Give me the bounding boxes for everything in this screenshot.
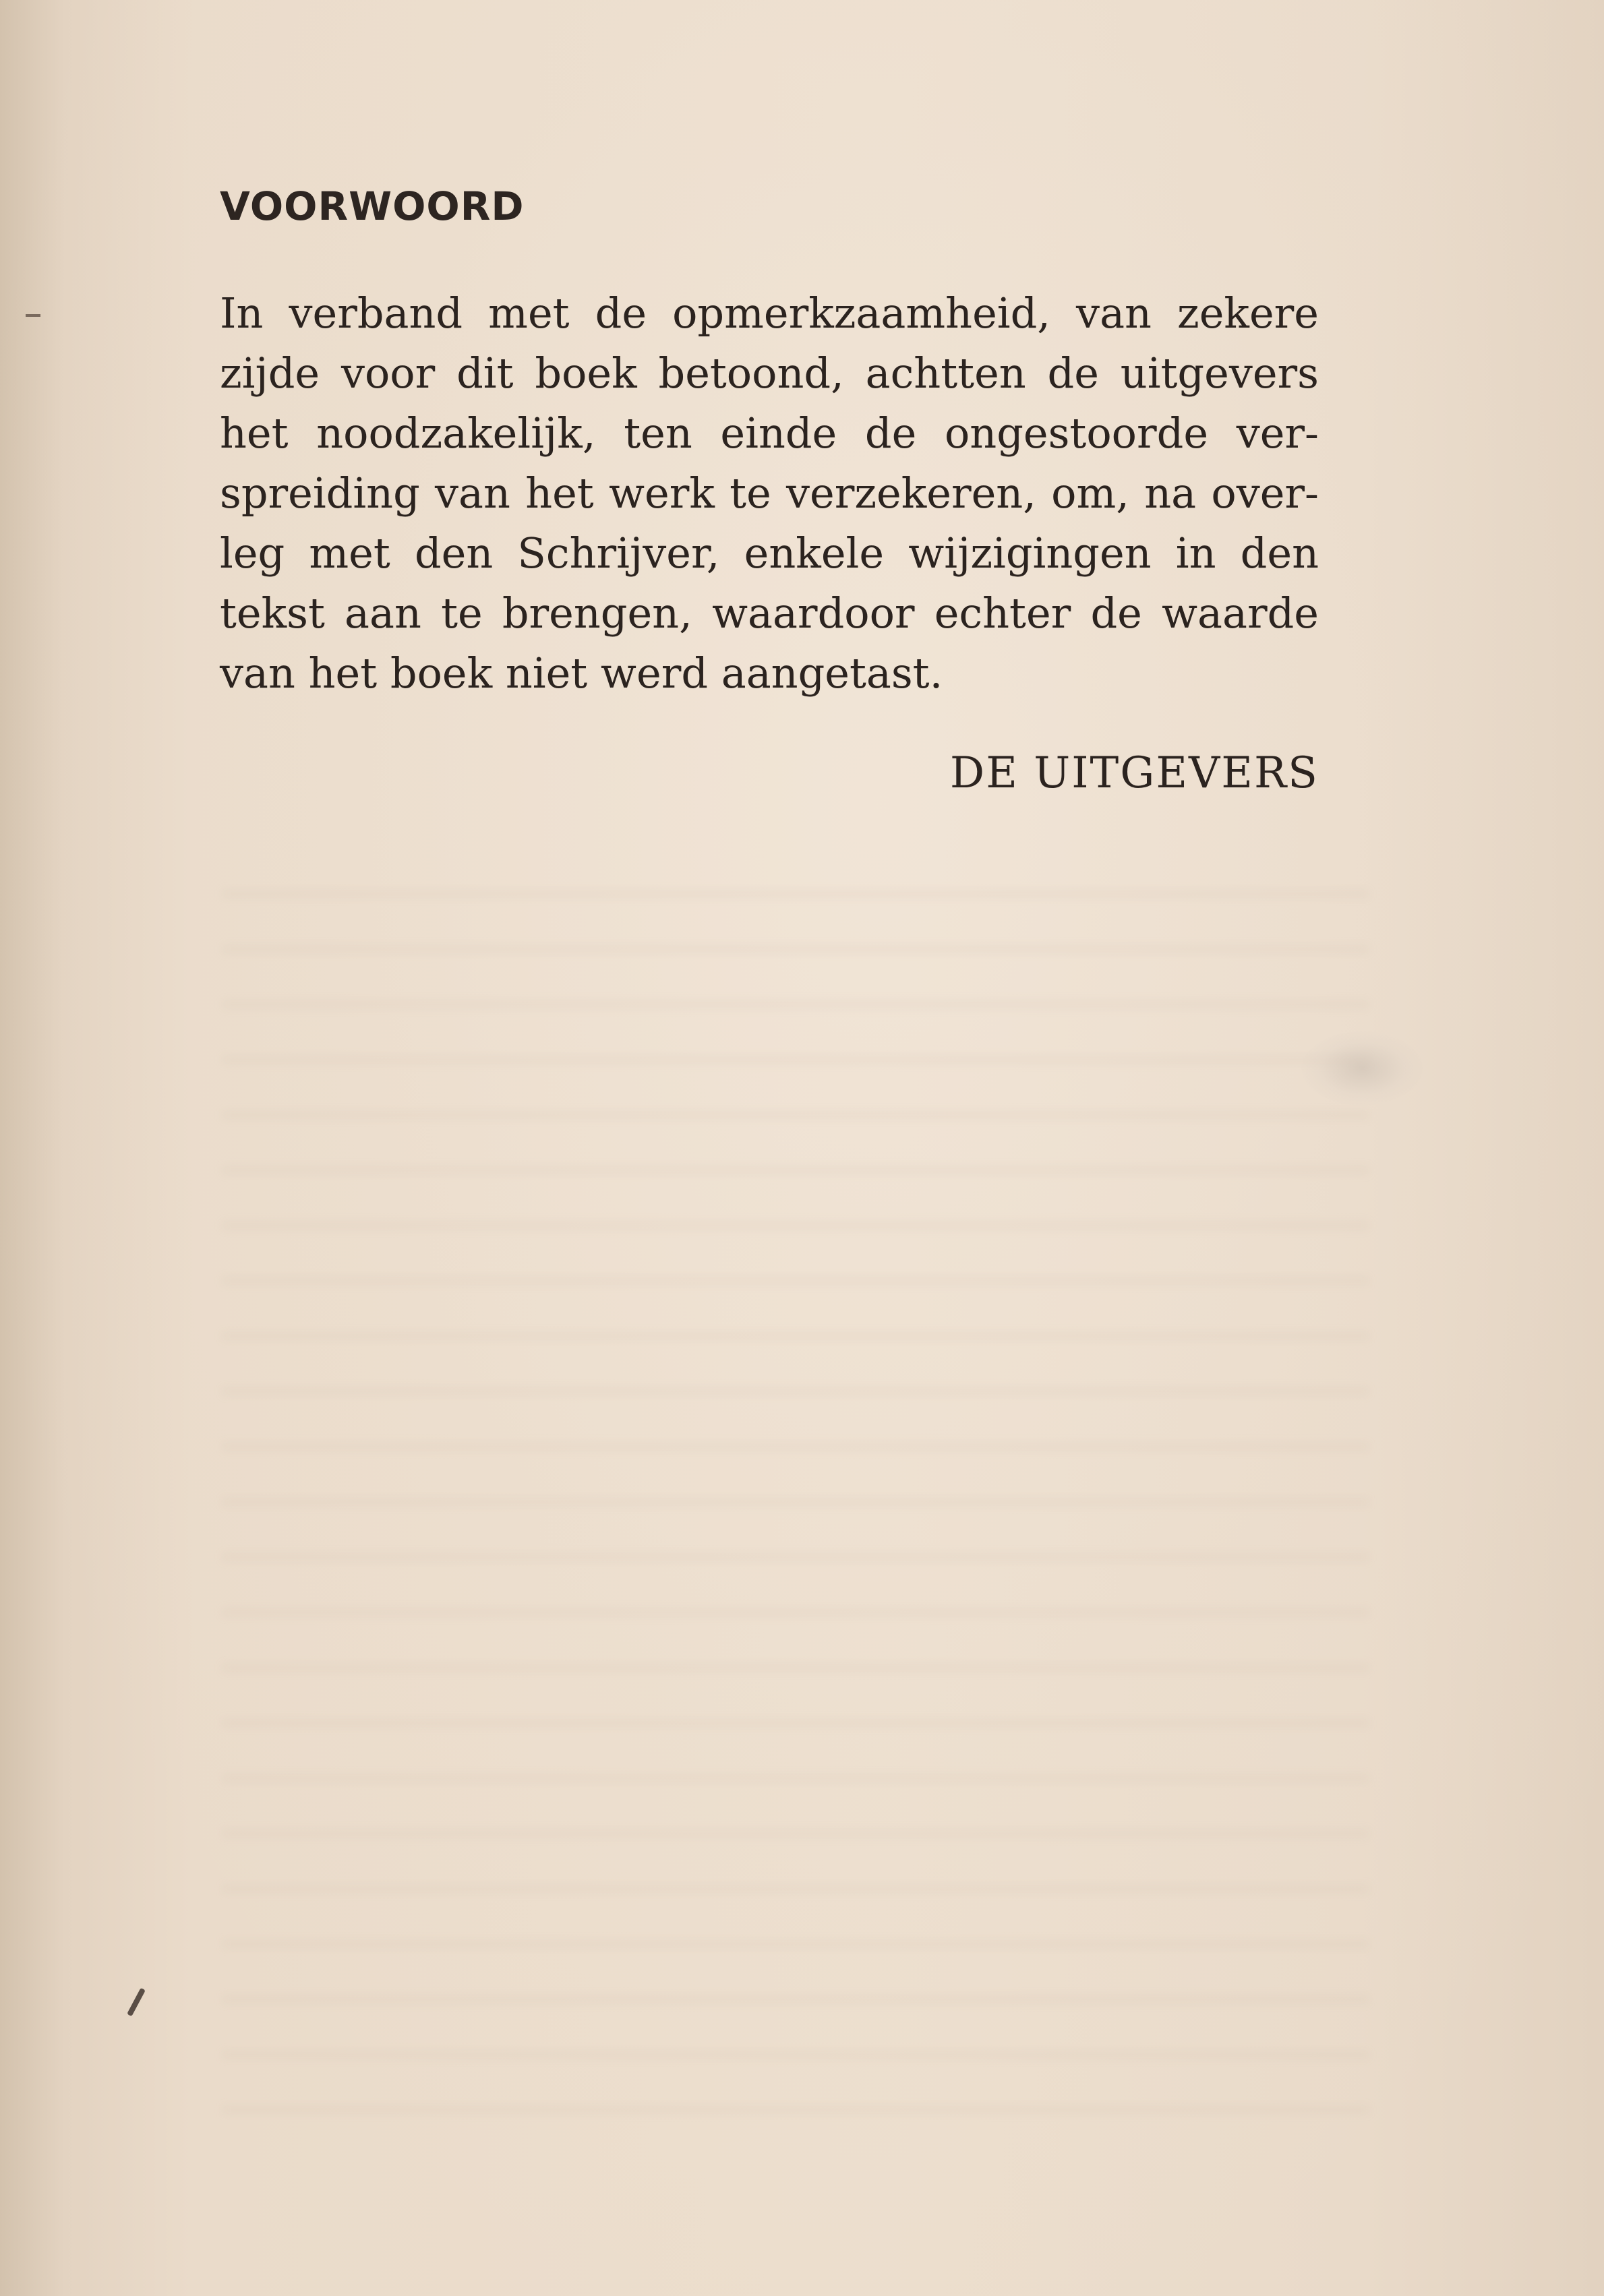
margin-mark bbox=[26, 314, 40, 317]
paragraph-line: tekst aan te brengen, waardoor echter de waarde bbox=[220, 588, 1319, 638]
pencil-mark bbox=[127, 1988, 146, 2017]
signature: DE UITGEVERS bbox=[949, 748, 1319, 798]
paragraph-line: In verband met de opmerkzaamheid, van zekere bbox=[220, 289, 1319, 338]
paragraph-line: spreiding van het werk te verzekeren, om, na over- bbox=[220, 469, 1319, 518]
foreword-paragraph bbox=[220, 283, 1319, 703]
reverse-side-show-through bbox=[222, 843, 1369, 2123]
paragraph-line: van het boek niet werd aangetast. bbox=[220, 648, 943, 698]
paragraph-line: leg met den Schrijver, enkele wijzigingen in den bbox=[220, 528, 1319, 578]
paragraph-line: zijde voor dit boek betoond, achtten de uitgevers bbox=[220, 349, 1319, 398]
paragraph-line: het noodzakelijk, ten einde de ongestoorde ver- bbox=[220, 409, 1319, 458]
page-heading: VOORWOORD bbox=[220, 183, 525, 229]
paper-stain bbox=[1301, 1031, 1423, 1106]
